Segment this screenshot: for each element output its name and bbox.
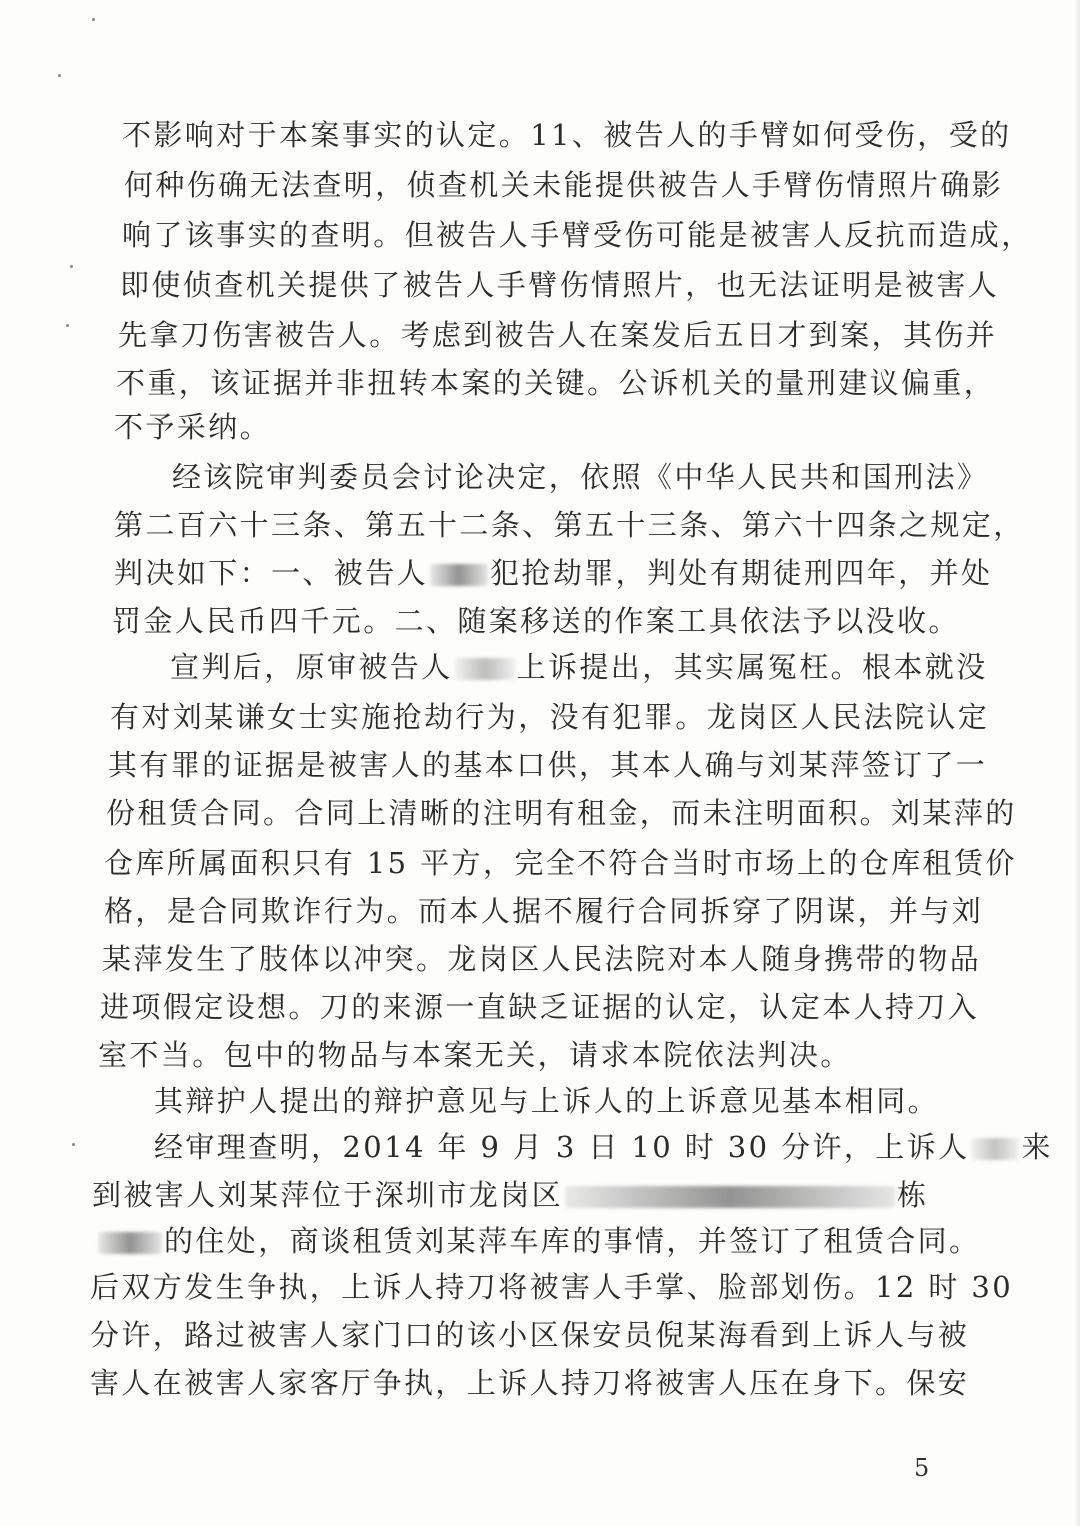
text-line: 经该院审判委员会讨论决定，依照《中华人民共和国刑法》 xyxy=(172,460,989,494)
text-line: 仓库所属面积只有 15 平方，完全不符合当时市场上的仓库租赁价 xyxy=(104,846,1017,880)
text-segment: 栋 xyxy=(897,1178,929,1212)
text-line: 何种伤确无法查明，侦查机关未能提供被告人手臂伤情照片确影 xyxy=(124,168,1004,202)
text-line-redacted xyxy=(114,556,992,590)
text-line: 先拿刀伤害被告人。考虑到被告人在案发后五日才到案，其伤并 xyxy=(118,318,998,352)
text-line: 第二百六十三条、第五十二条、第五十三条、第六十四条之规定， xyxy=(114,508,1025,542)
text-line: 响了该事实的查明。但被告人手臂受伤可能是被害人反抗而造成， xyxy=(122,218,1033,252)
text-line: 害人在被害人家客厅争执，上诉人持刀将被害人压在身下。保安 xyxy=(90,1366,970,1400)
scan-speck xyxy=(58,74,61,77)
text-line: 室不当。包中的物品与本案无关，请求本院依法判决。 xyxy=(98,1038,852,1072)
scan-speck xyxy=(72,1143,75,1146)
text-line: 有对刘某谦女士实施抢劫行为，没有犯罪。龙岗区人民法院认定 xyxy=(110,700,990,734)
redacted-name xyxy=(455,658,515,680)
redacted-unit xyxy=(98,1232,162,1254)
text-segment: 来 xyxy=(1021,1130,1053,1164)
text-segment: 到被害人刘某萍位于深圳市龙岗区 xyxy=(92,1178,564,1212)
text-line-redacted xyxy=(92,1178,928,1212)
text-line-redacted xyxy=(154,1130,1053,1164)
text-line: 即使侦查机关提供了被告人手臂伤情照片，也无法证明是被害人 xyxy=(120,268,1000,302)
scan-speck xyxy=(70,265,73,268)
text-line: 不影响对于本案事实的认定。11、被告人的手臂如何受伤，受的 xyxy=(122,118,1012,152)
redacted-name xyxy=(430,564,488,586)
text-line: 进项假定设想。刀的来源一直缺乏证据的认定，认定本人持刀入 xyxy=(100,990,980,1024)
text-line: 后双方发生争执，上诉人持刀将被害人手掌、脸部划伤。12 时 30 xyxy=(90,1270,1014,1304)
text-line: 其有罪的证据是被害人的基本口供，其本人确与刘某萍签订了一 xyxy=(108,748,988,782)
text-segment: 宣判后，原审被告人 xyxy=(170,650,453,684)
text-segment: 上诉提出，其实属冤枉。根本就没 xyxy=(516,650,988,684)
text-line: 不重，该证据并非扭转本案的关键。公诉机关的量刑建议偏重， xyxy=(116,366,996,400)
scan-speck xyxy=(66,324,69,327)
text-line: 某萍发生了肢体以冲突。龙岗区人民法院对本人随身携带的物品 xyxy=(102,942,982,976)
text-line: 其辩护人提出的辩护意见与上诉人的上诉意见基本相同。 xyxy=(154,1084,940,1118)
scan-shadow xyxy=(1074,0,1080,1526)
text-line-redacted xyxy=(170,650,988,684)
redacted-name xyxy=(971,1138,1019,1160)
text-line: 分许，路过被害人家门口的该小区保安员倪某海看到上诉人与被 xyxy=(90,1318,970,1352)
text-line: 格，是合同欺诈行为。而本人据不履行合同拆穿了阴谋，并与刘 xyxy=(104,894,984,928)
redacted-address xyxy=(565,1186,895,1208)
page-number: 5 xyxy=(914,1454,930,1482)
text-line: 罚金人民币四千元。二、随案移送的作案工具依法予以没收。 xyxy=(112,604,960,638)
text-segment: 的住处，商谈租赁刘某萍车库的事情，并签订了租赁合同。 xyxy=(164,1224,981,1258)
text-line-redacted xyxy=(96,1224,980,1258)
scan-speck xyxy=(92,18,95,21)
text-segment: 犯抢劫罪，判处有期徒刑四年，并处 xyxy=(490,556,993,590)
text-segment: 经审理查明，2014 年 9 月 3 日 10 时 30 分许，上诉人 xyxy=(154,1130,970,1164)
text-segment: 判决如下：一、被告人 xyxy=(114,556,429,590)
text-line: 不予采纳。 xyxy=(114,410,272,444)
text-line: 份租赁合同。合同上清晰的注明有租金，而未注明面积。刘某萍的 xyxy=(106,796,1017,830)
